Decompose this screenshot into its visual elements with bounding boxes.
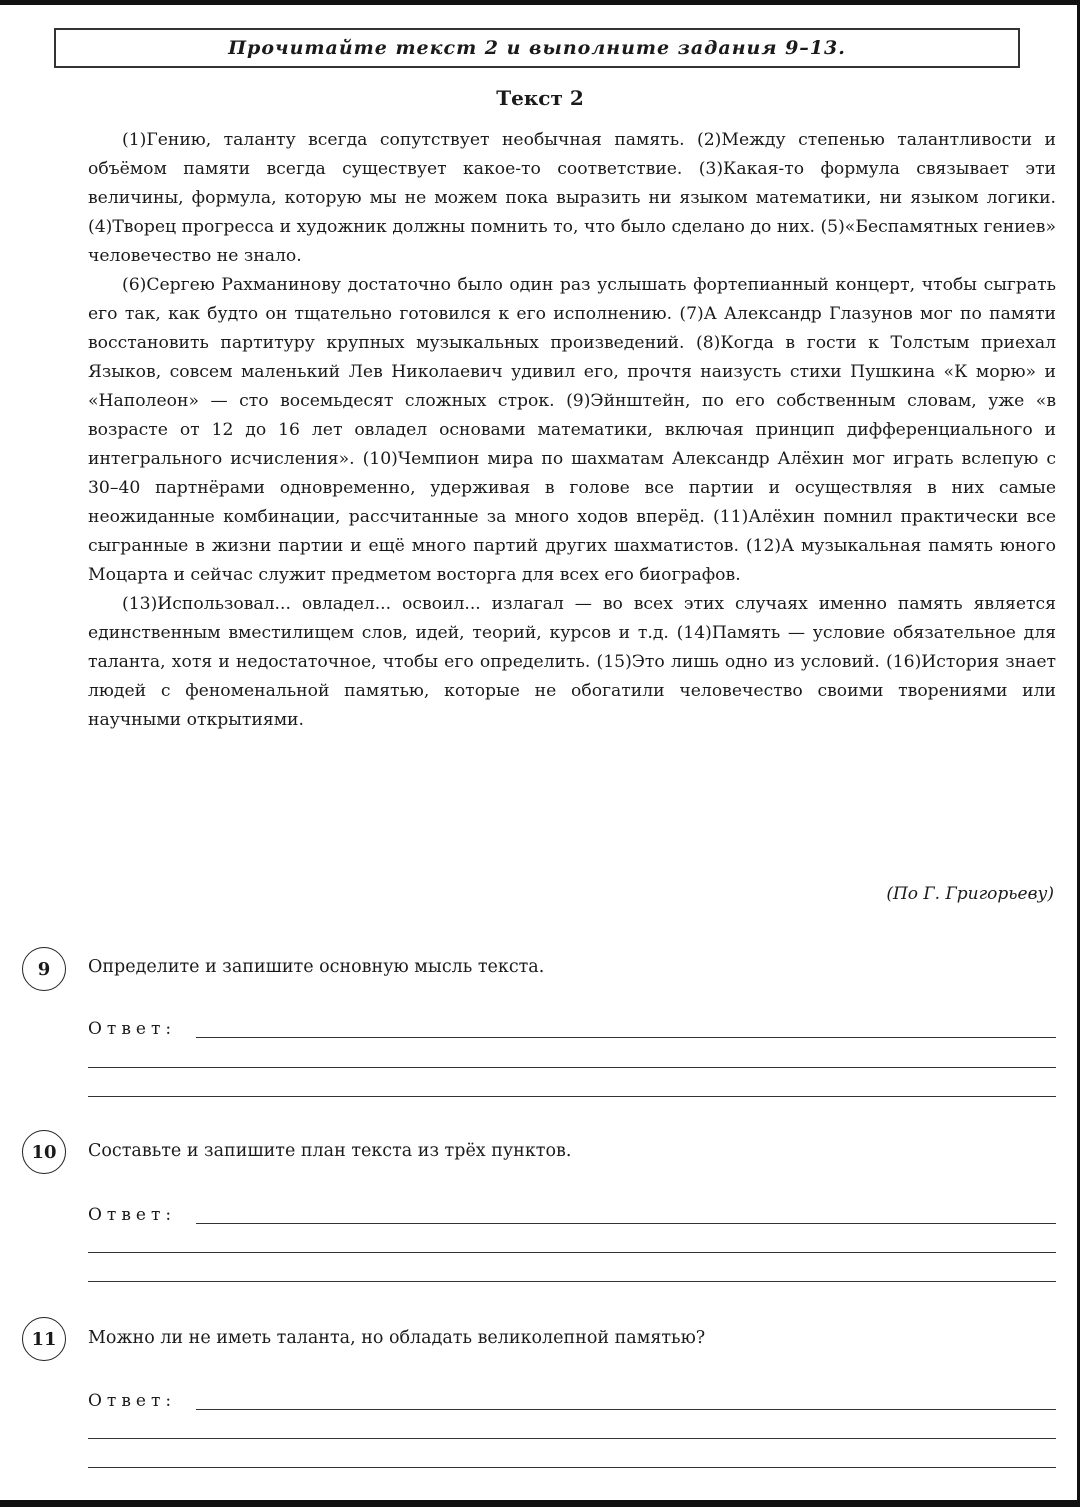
answer-line-2[interactable] [88,1067,1056,1068]
instruction-box [54,28,1020,68]
task-number-badge: 9 [22,947,66,991]
task-10 [0,1128,1080,1288]
text-source: (По Г. Григорьеву) [886,884,1054,904]
answer-line-3[interactable] [88,1096,1056,1097]
paragraph-1: (1)Гению, таланту всегда сопутствует необычная память. (2)Между степенью талантливости и объёмом памяти всегда существует какое-то соответствие. (3)Какая-то формула связывает эти величины, формула, которую мы не можем пока выразить ни языком математики, ни языком логики. (4)Творец прогресса и художник должны помнить то, что было сделано до них. (5)«Беспамятных гениев» человечество не знало. [88,130,1056,266]
answer-label: Ответ: [88,1205,177,1225]
answer-line-3[interactable] [88,1281,1056,1282]
answer-line-3[interactable] [88,1467,1056,1468]
answer-label: Ответ: [88,1391,177,1411]
page-top-border [0,0,1080,5]
answer-line-2[interactable] [88,1252,1056,1253]
task-question: Можно ли не иметь таланта, но обладать великолепной памятью? [88,1328,706,1348]
task-number-badge: 11 [22,1317,66,1361]
task-9 [0,942,1080,1102]
answer-line-1[interactable] [196,1223,1056,1224]
paragraph-3: (13)Использовал... овладел... освоил... излагал — во всех этих случаях именно память является единственным вместилищем слов, идей, теорий, курсов и т.д. (14)Память — условие обязательное для таланта, хотя и недостаточное, чтобы его определить. (15)Это лишь одно из условий. (16)История знает людей с феноменальной памятью, которые не обогатили человечество своими творениями или научными открытиями. [88,594,1056,730]
answer-label: Ответ: [88,1019,177,1039]
page-bottom-border [0,1500,1080,1507]
main-text [88,126,1056,735]
text-title: Текст 2 [496,86,584,110]
paragraph-2: (6)Сергею Рахманинову достаточно было один раз услышать фортепианный концерт, чтобы сыграть его так, как будто он тщательно готовился к его исполнению. (7)А Александр Глазунов мог по памяти восстановить партитуру крупных музыкальных произведений. (8)Когда в гости к Толстым приехал Языков, совсем маленький Лев Николаевич удивил его, прочтя наизусть стихи Пушкина «К морю» и «Наполеон» — сто восемьдесят сложных строк. (9)Эйнштейн, по его собственным словам, уже «в возрасте от 12 до 16 лет овладел основами математики, включая принцип дифференциального и интегрального исчисления». (10)Чемпион мира по шахматам Александр Алёхин мог играть вслепую с 30–40 партнёрами одновременно, удерживая в голове все партии и осуществляя в них самые неожиданные комбинации, рассчитанные за много ходов вперёд. (11)Алёхин помнил практически все сыгранные в жизни партии и ещё много партий других шахматистов. (12)А музыкальная память юного Моцарта и сейчас служит предметом восторга для всех его биографов. [88,275,1056,585]
task-11 [0,1314,1080,1474]
answer-line-1[interactable] [196,1409,1056,1410]
answer-line-2[interactable] [88,1438,1056,1439]
task-number-badge: 10 [22,1130,66,1174]
answer-line-1[interactable] [196,1037,1056,1038]
instruction-text: Прочитайте текст 2 и выполните задания 9–13. [228,37,846,59]
task-question: Составьте и запишите план текста из трёх пунктов. [88,1141,572,1161]
task-question: Определите и запишите основную мысль текста. [88,957,545,977]
